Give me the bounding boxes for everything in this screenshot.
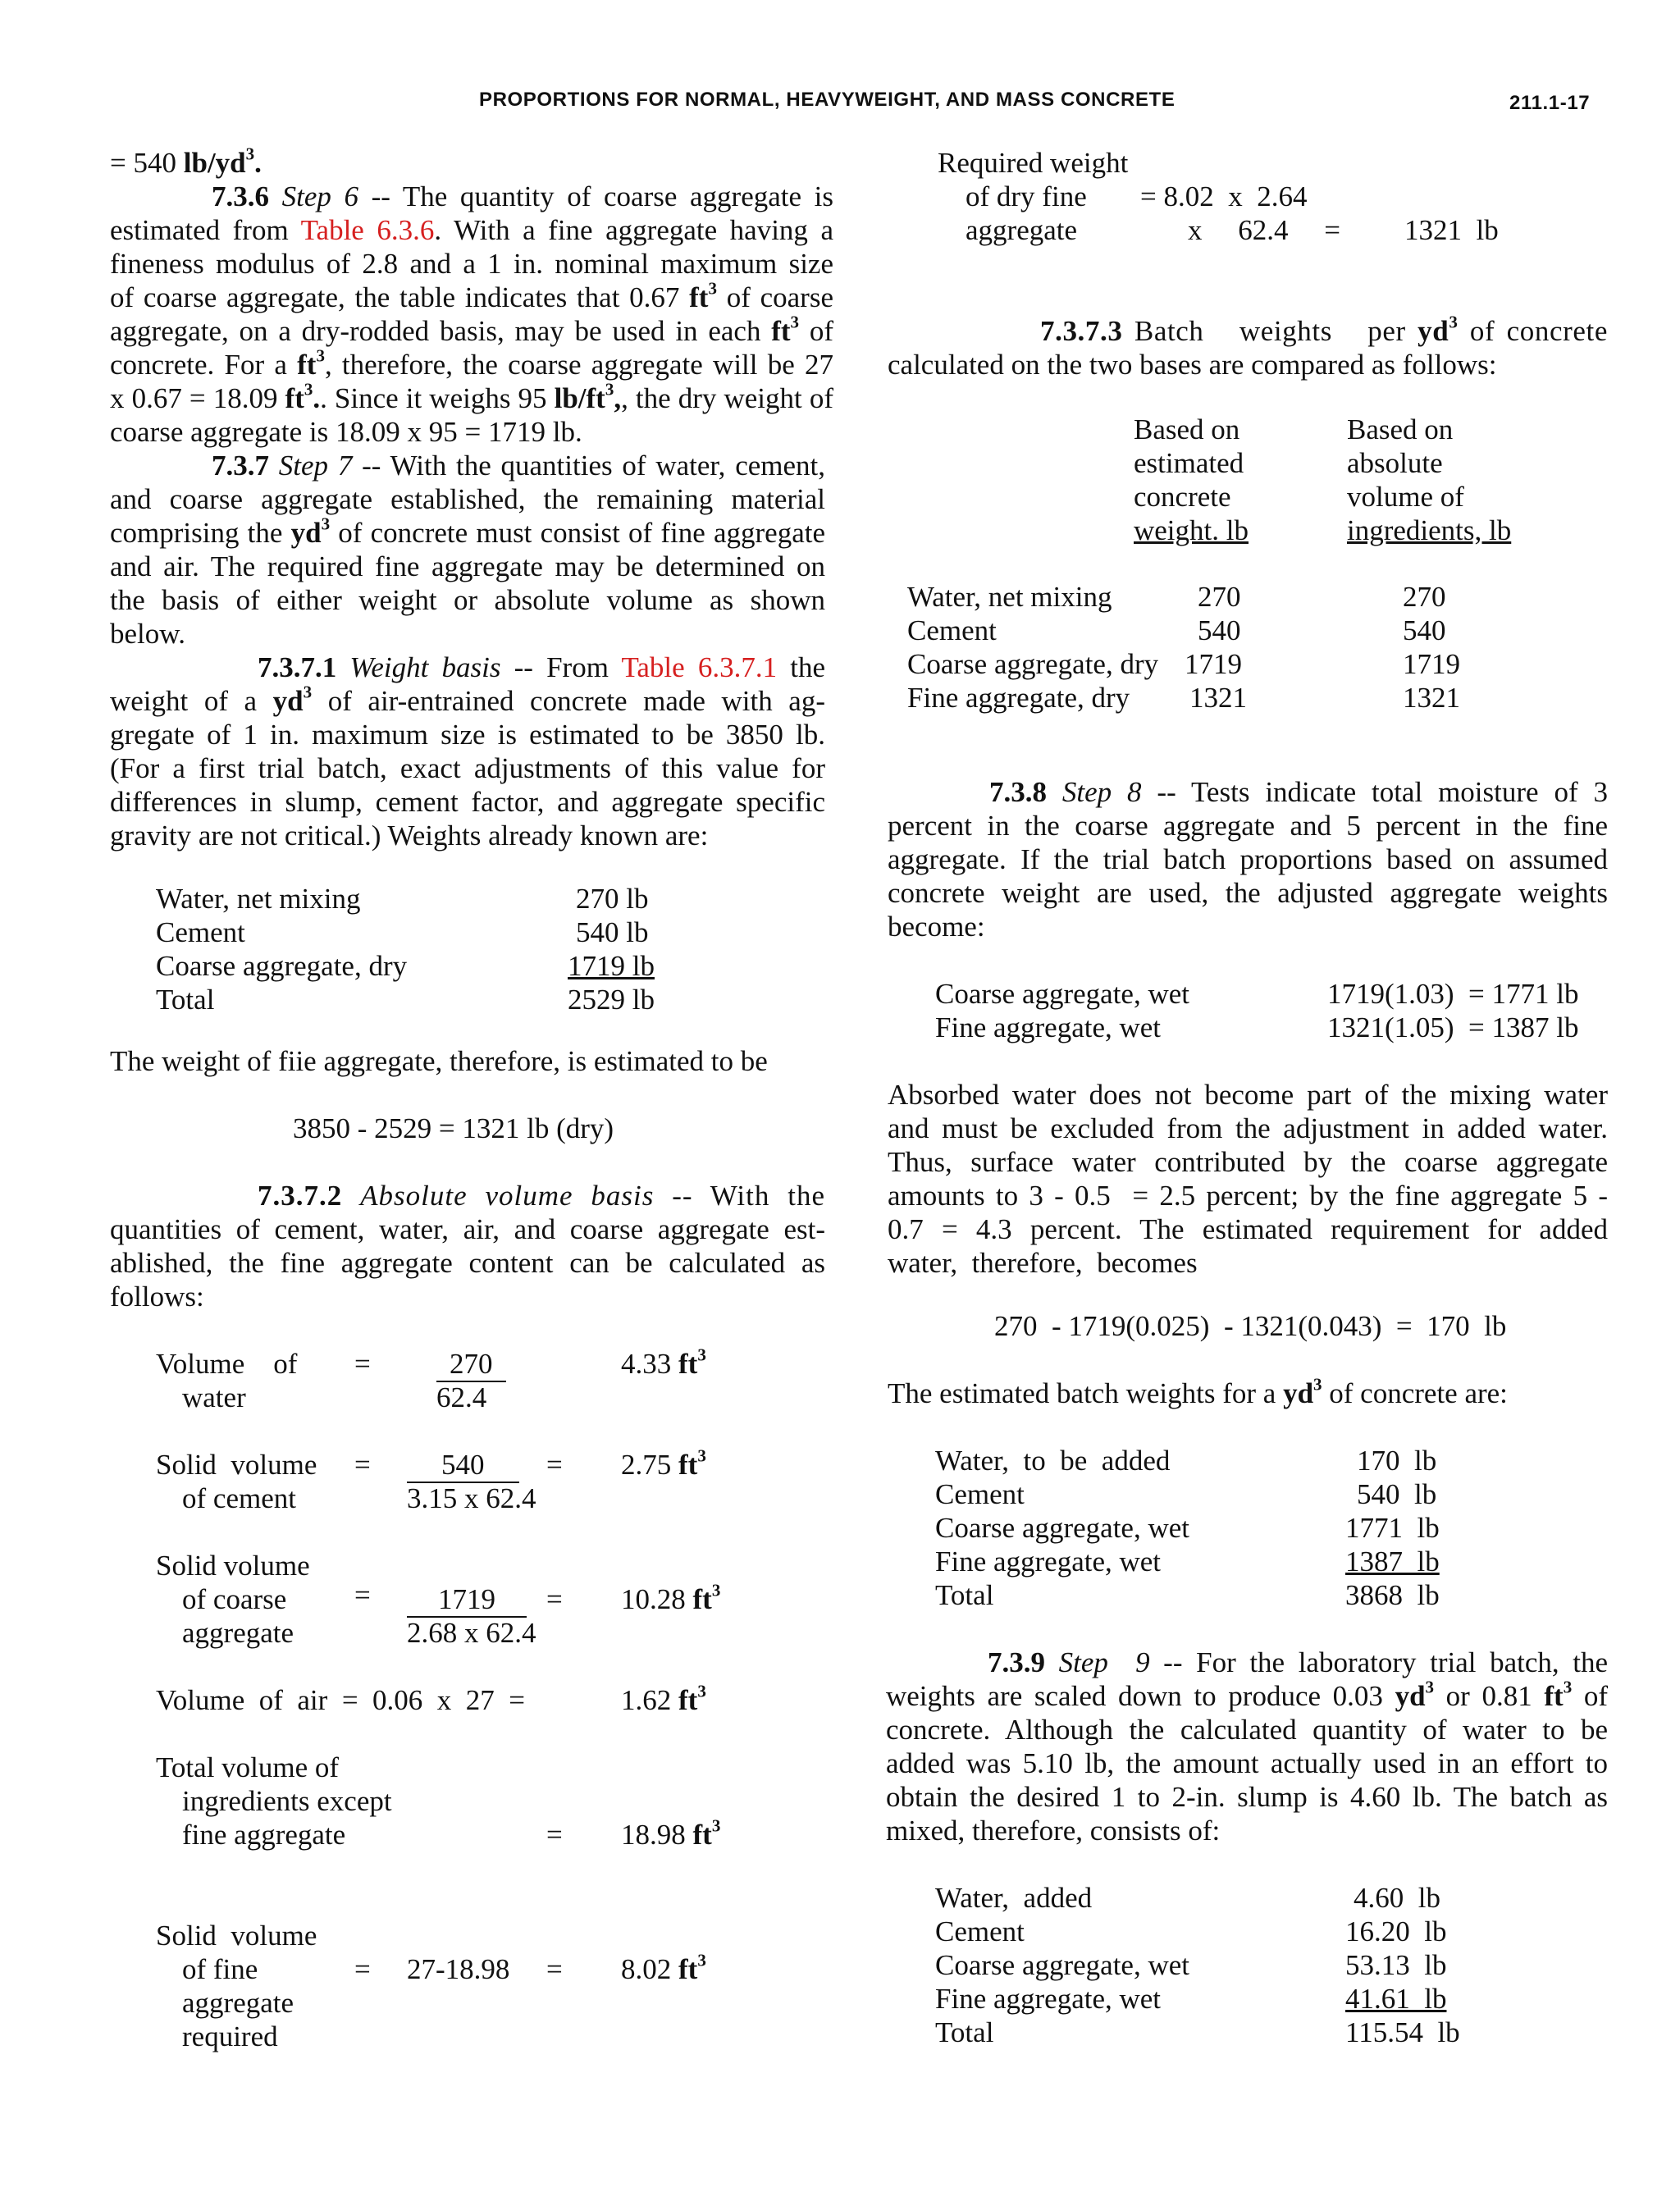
mixed-label: Total [935, 2016, 994, 2048]
volume-cement-label-2: of cement [182, 1482, 296, 1514]
known-weights-label: Total [156, 984, 215, 1016]
page-number: 211.1-17 [1509, 92, 1591, 114]
volume-fine-expression: 27-18.98 [407, 1953, 510, 1985]
mixed-label: Coarse aggregate, wet [935, 1949, 1189, 1981]
mixed-value: 41.61 lb [1345, 1983, 1447, 2015]
running-title: PROPORTIONS FOR NORMAL, HEAVYWEIGHT, AND MASS CONCRETE [479, 89, 1176, 111]
volume-total-result: 18.98 $ft^3$ [621, 1815, 721, 1851]
batch-label: Fine aggregate, wet [935, 1546, 1162, 1577]
required-weight-label: Required weight [938, 147, 1129, 179]
batch-value: 1771 lb [1345, 1512, 1440, 1544]
batch-label: Water, to be added [935, 1445, 1171, 1477]
known-weights-value: 1719 lb [568, 950, 655, 982]
compare-row-absolute: 540 [1403, 614, 1446, 646]
compare-row-absolute: 1719 [1403, 648, 1460, 680]
adjusted-label: Fine aggregate, wet [935, 1011, 1162, 1043]
table-6-3-6-link[interactable]: Table 6.3.6 [300, 214, 435, 246]
absorbed-water-paragraph: Absorbed water does not become part of the mixing water and must be excluded from the adjustment in added water. Thus, surface water contributed by the coarse aggregate amounts to 3 - 0.5 = 2.5 percent; by the fine aggregate 5 - 0.7 = 4.3 percent. The estimated requirement for added water, therefore, becomes [888, 1079, 1608, 1279]
required-weight-label-3: aggregate [966, 214, 1078, 246]
compare-row-estimated: 540 [1198, 614, 1241, 646]
equals-sign: = [354, 1449, 371, 1481]
batch-value: 3868 lb [1345, 1579, 1440, 1611]
equals-sign: = [546, 1449, 563, 1481]
section-7-3-6: 7.3.6 Step 6 -- The quantity of coarse aggregate is estimated from Table 6.3.6. With a fine aggregate having a fineness modulus of 2.8 and a 1 in. nominal maximum size of coarse aggregate, the table indicates that 0.67 $ft^3$ of coarse aggregate, on a dry-rodded basis, may be used in each $ft^3$ of concrete. For a $ft^3$, therefore, the coarse aggregate will be 27 x 0.67 = 18.09 $ft^3$.. Since it weighs 95 $lb/ft^3$,, the dry weight of coarse aggregate is 18.09 x 95 = 1719 lb. [110, 180, 833, 448]
known-weights-label: Water, net mixing [156, 883, 361, 915]
section-7-3-8: 7.3.8 Step 8 -- Tests indicate total moisture of 3 percent in the coarse aggregate and 5 percent in the fine aggregate. If the trial batch proportions based on assumed concrete weight are used, the adjusted aggregate weights become: [888, 776, 1608, 943]
known-weights-label: Coarse aggregate, dry [156, 950, 408, 982]
batch-value: 540 lb [1357, 1478, 1437, 1510]
mixed-label: Water, added [935, 1882, 1093, 1914]
section-7-3-7: 7.3.7 Step 7 -- With the quantities of water, cement, and coarse aggregate established, the remaining material comprising the $yd^3$ of concrete must consist of fine aggregate and air. The required fine aggregate may be determined on the basis of either weight or absolute volume as shown below. [110, 450, 825, 650]
mixed-value: 53.13 lb [1345, 1949, 1447, 1981]
known-weights-value: 2529 lb [568, 984, 655, 1016]
volume-total-label-2: ingredients except [182, 1785, 392, 1817]
volume-coarse-label-2: of coarse [182, 1583, 287, 1615]
volume-coarse-result: 10.28 $ft^3$ [621, 1580, 721, 1615]
batch-value: 1387 lb [1345, 1546, 1440, 1577]
estimated-batch-text: The estimated batch weights for a $yd^3$ of concrete are: [888, 1374, 1508, 1409]
batch-label: Total [935, 1579, 994, 1611]
known-weights-label: Cement [156, 916, 245, 948]
mixed-value: 115.54 lb [1345, 2016, 1460, 2048]
table-6-3-7-1-link[interactable]: Table 6.3.7.1 [621, 651, 778, 683]
volume-coarse-numerator: 1719 [407, 1582, 527, 1618]
continuation-line: = 540 $lb/yd^3$. [110, 144, 262, 179]
added-water-equation: 270 - 1719(0.025) - 1321(0.043) = 170 lb [994, 1310, 1507, 1342]
compare-row-estimated: 1321 [1189, 682, 1247, 714]
compare-row-label: Fine aggregate, dry [907, 682, 1130, 714]
compare-row-label: Coarse aggregate, dry [907, 648, 1159, 680]
compare-header-absolute: Based on absolute volume of ingredients, lb [1347, 413, 1512, 546]
compare-row-estimated: 1719 [1185, 648, 1242, 680]
equals-sign: = [546, 1583, 563, 1615]
equals-sign: = [354, 1953, 371, 1985]
equals-sign: = [354, 1348, 371, 1380]
known-weights-value: 270 lb [576, 883, 649, 915]
compare-row-label: Water, net mixing [907, 581, 1112, 613]
equals-sign: = [546, 1953, 563, 1985]
volume-coarse-denominator: 2.68 x 62.4 [407, 1617, 536, 1649]
batch-value: 170 lb [1357, 1445, 1437, 1477]
compare-row-absolute: 1321 [1403, 682, 1460, 714]
volume-cement-label: Solid volume [156, 1449, 317, 1481]
batch-label: Coarse aggregate, wet [935, 1512, 1189, 1544]
mixed-label: Cement [935, 1915, 1025, 1947]
volume-air-label: Volume of air = 0.06 x 27 = [156, 1684, 526, 1716]
mixed-value: 4.60 lb [1354, 1882, 1440, 1914]
compare-row-absolute: 270 [1403, 581, 1446, 613]
compare-header-estimated: Based on estimated concrete weight. lb [1134, 413, 1249, 546]
volume-water-label-2: water [182, 1381, 246, 1413]
required-weight-label-2: of dry fine [966, 180, 1087, 212]
volume-fine-label-3: aggregate [182, 1987, 294, 2019]
equals-sign: = [354, 1579, 371, 1611]
volume-fine-label-2: of fine [182, 1953, 258, 1985]
compare-row-estimated: 270 [1198, 581, 1241, 613]
adjusted-calc: 1719(1.03) = 1771 lb [1327, 978, 1579, 1010]
fine-estimate-equation: 3850 - 2529 = 1321 lb (dry) [293, 1112, 614, 1144]
volume-total-label: Total volume of [156, 1751, 340, 1783]
equals-sign: = [546, 1819, 563, 1851]
section-7-3-7-2: 7.3.7.2 Absolute volume basis -- With the quantities of cement, water, air, and coarse aggregate est- ablished, the fine aggregate content can be calculated as follows: [110, 1180, 826, 1313]
section-7-3-7-3: 7.3.7.3 Batch weights per $yd^3$ of concrete calculated on the two bases are compared as follows: [888, 312, 1608, 381]
running-header [0, 89, 1680, 116]
adjusted-label: Coarse aggregate, wet [935, 978, 1189, 1010]
volume-coarse-label-3: aggregate [182, 1617, 294, 1649]
fine-estimate-text: The weight of fiie aggregate, therefore, is estimated to be [110, 1045, 768, 1077]
volume-fine-result: 8.02 $ft^3$ [621, 1950, 706, 1985]
volume-total-label-3: fine aggregate [182, 1819, 346, 1851]
volume-water-numerator: 270 [436, 1347, 506, 1382]
adjusted-calc: 1321(1.05) = 1387 lb [1327, 1011, 1579, 1043]
volume-water-result: 4.33 $ft^3$ [621, 1345, 706, 1380]
mixed-value: 16.20 lb [1345, 1915, 1447, 1947]
volume-water-label: Volume of [156, 1348, 298, 1380]
volume-cement-numerator: 540 [407, 1448, 519, 1483]
volume-cement-denominator: 3.15 x 62.4 [407, 1482, 536, 1514]
volume-fine-label-4: required [182, 2020, 278, 2052]
batch-label: Cement [935, 1478, 1025, 1510]
known-weights-value: 540 lb [576, 916, 649, 948]
section-7-3-9: 7.3.9 Step 9 -- For the laboratory trial batch, the weights are scaled down to produce 0.03 $yd^3$ or 0.81 $ft^3$ of concrete. Although the calculated quantity of water to be added was 5.10 lb, the amount actually used in an effort to obtain the desired 1 to 2-in. slump is 4.60 lb. The batch as mixed, therefore, consists of: [886, 1646, 1609, 1847]
compare-row-label: Cement [907, 614, 997, 646]
required-weight-result: 1321 lb [1404, 214, 1499, 246]
section-7-3-7-1: 7.3.7.1 Weight basis -- From Table 6.3.7.1 the weight of a $yd^3$ of air-entrained concrete made with ag- gregate of 1 in. maximum size is estimated to be 3850 lb. (For a first trial batch, exact adjustments of this value for differences in slump, cement factor, and aggregate specific gravity are not critical.) Weights already known are: [110, 651, 826, 852]
volume-water-denominator: 62.4 [436, 1381, 487, 1413]
volume-cement-result: 2.75 $ft^3$ [621, 1445, 706, 1481]
mixed-label: Fine aggregate, wet [935, 1983, 1162, 2015]
required-weight-expr-2: x 62.4 = [1188, 214, 1340, 246]
volume-fine-label: Solid volume [156, 1920, 317, 1952]
required-weight-expr: = 8.02 x 2.64 [1140, 180, 1308, 212]
volume-coarse-label: Solid volume [156, 1550, 310, 1582]
volume-air-result: 1.62 $ft^3$ [621, 1681, 706, 1716]
